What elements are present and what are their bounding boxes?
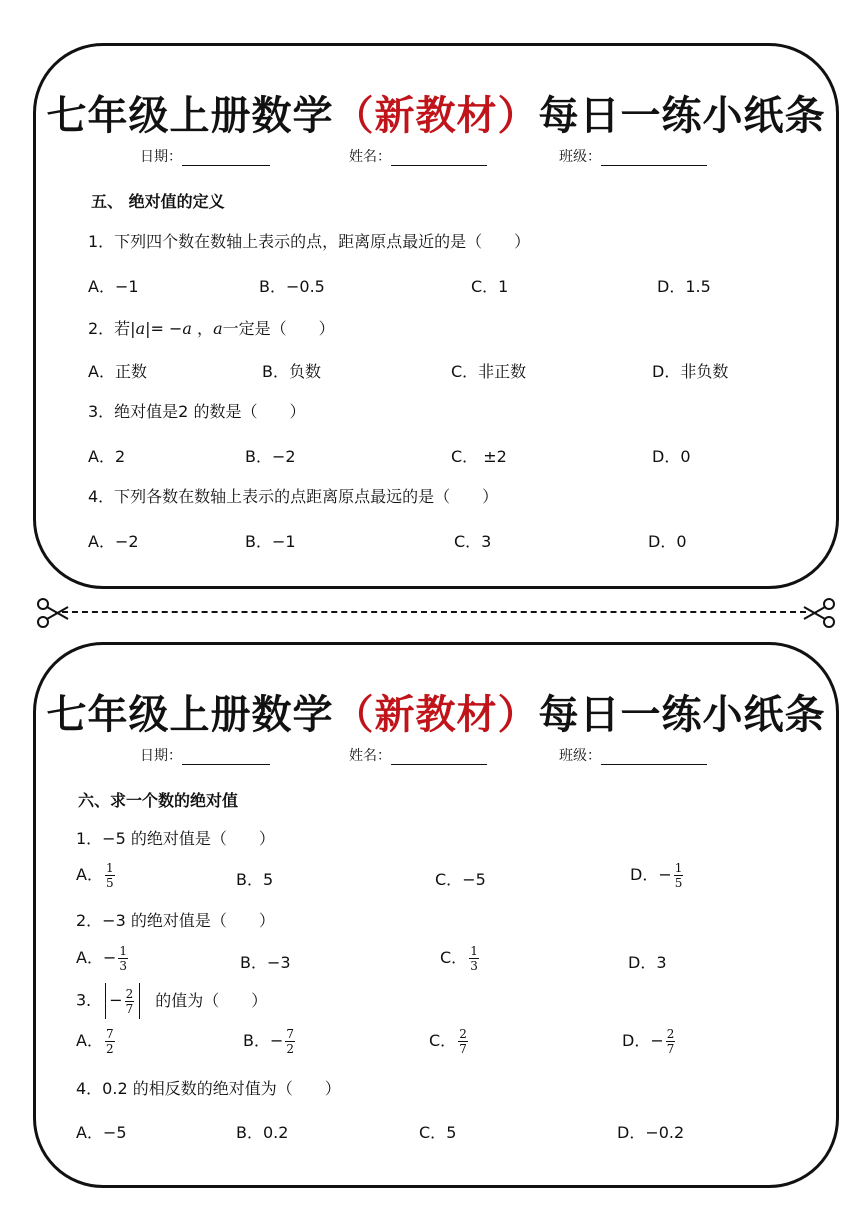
name-blank[interactable]	[391, 150, 487, 166]
option-a[interactable]: A．正数	[88, 362, 147, 381]
option-c[interactable]: C．3	[454, 532, 492, 551]
fraction: $\frac{1}{5}$	[674, 861, 683, 890]
option-a[interactable]: A． $\frac{7}{2}$	[76, 1027, 114, 1056]
option-c[interactable]: C．−5	[435, 870, 486, 889]
meta-row	[36, 146, 836, 168]
abs-bar-right	[139, 983, 140, 1019]
question-stem: 1．下列四个数在数轴上表示的点，距离原点最近的是（ ）	[88, 232, 531, 251]
question-stem: 2．−3 的绝对值是（ ）	[76, 911, 275, 930]
option-a[interactable]: A．−1	[88, 277, 139, 296]
option-d[interactable]: D．−0.2	[617, 1123, 685, 1142]
class-blank[interactable]	[601, 150, 707, 166]
date-field	[140, 146, 270, 166]
option-d[interactable]: D．0	[648, 532, 687, 551]
title-accent: （新教材）	[333, 92, 539, 139]
date-blank[interactable]	[182, 749, 270, 765]
option-b[interactable]: B．− $\frac{7}{2}$	[243, 1027, 295, 1056]
fraction: $\frac{2}{7}$	[666, 1027, 675, 1056]
option-b[interactable]: B．5	[236, 870, 274, 889]
option-b[interactable]: B．负数	[262, 362, 321, 381]
worksheet-card-2	[33, 642, 839, 1188]
option-d[interactable]: D．− $\frac{2}{7}$	[622, 1027, 675, 1056]
title-suffix: 每日一练小纸条	[538, 92, 826, 139]
abs-bar-left	[105, 983, 106, 1019]
option-b[interactable]: B．−3	[240, 953, 291, 972]
class-blank[interactable]	[601, 749, 707, 765]
fraction: $\frac{1}{5}$	[105, 861, 114, 890]
option-a[interactable]: A．2	[88, 447, 126, 466]
option-b[interactable]: B．−0.5	[259, 277, 325, 296]
name-field	[349, 146, 487, 166]
option-a[interactable]: A． $\frac{1}{5}$	[76, 861, 114, 890]
date-label: 日期：	[140, 748, 182, 764]
title-prefix: 七年级上册数学	[46, 691, 334, 738]
card-title	[36, 683, 836, 740]
question-stem: 3．绝对值是2 的数是（ ）	[88, 402, 306, 421]
option-d[interactable]: D．非负数	[652, 362, 729, 381]
question-stem: 4．0.2 的相反数的绝对值为（ ）	[76, 1079, 341, 1098]
option-c[interactable]: C． $\frac{1}{3}$	[440, 944, 478, 973]
option-c[interactable]: C．5	[419, 1123, 457, 1142]
title-suffix: 每日一练小纸条	[538, 691, 826, 738]
fraction: $\frac{2}{7}$	[459, 1027, 467, 1056]
option-a[interactable]: A．− $\frac{1}{3}$	[76, 944, 127, 973]
option-d[interactable]: D．− $\frac{1}{5}$	[630, 861, 683, 890]
option-d[interactable]: D．1.5	[657, 277, 711, 296]
fraction: $\frac{1}{3}$	[119, 944, 127, 973]
date-blank[interactable]	[182, 150, 270, 166]
worksheet-card-1	[33, 43, 839, 589]
option-a[interactable]: A．−5	[76, 1123, 127, 1142]
scissors-icon	[802, 597, 836, 629]
name-field	[349, 745, 487, 765]
option-c[interactable]: C． $\frac{2}{7}$	[429, 1027, 467, 1056]
name-blank[interactable]	[391, 749, 487, 765]
meta-row	[36, 745, 836, 767]
fraction: $\frac{7}{2}$	[286, 1027, 295, 1056]
option-a[interactable]: A．−2	[88, 532, 139, 551]
fraction: $\frac{7}{2}$	[105, 1027, 114, 1056]
cut-line	[62, 611, 806, 613]
name-label: 姓名：	[349, 748, 391, 764]
title-prefix: 七年级上册数学	[46, 92, 334, 139]
option-c[interactable]: C． ±2	[451, 447, 507, 466]
title-accent: （新教材）	[333, 691, 539, 738]
section-title: 六、求一个数的绝对值	[78, 791, 239, 810]
section-title: 五、 绝对值的定义	[91, 192, 225, 211]
scissors-icon	[36, 597, 70, 629]
option-b[interactable]: B．0.2	[236, 1123, 289, 1142]
card-title	[36, 84, 836, 141]
question-stem: 2．若|a|= −a ，a一定是（ ）	[88, 319, 335, 338]
question-stem: 3． − $\frac{2}{7}$ 的值为（ ）	[76, 983, 267, 1019]
class-label: 班级：	[559, 149, 601, 165]
name-label: 姓名：	[349, 149, 391, 165]
date-field	[140, 745, 270, 765]
fraction: $\frac{1}{3}$	[470, 944, 478, 973]
fraction: $\frac{2}{7}$	[125, 986, 134, 1016]
option-c[interactable]: C．非正数	[451, 362, 527, 381]
option-b[interactable]: B．−1	[245, 532, 296, 551]
option-d[interactable]: D．3	[628, 953, 667, 972]
question-stem: 4．下列各数在数轴上表示的点距离原点最远的是（ ）	[88, 487, 499, 506]
option-b[interactable]: B．−2	[245, 447, 296, 466]
class-field	[559, 146, 707, 166]
date-label: 日期：	[140, 149, 182, 165]
option-c[interactable]: C．1	[471, 277, 509, 296]
question-stem: 1．−5 的绝对值是（ ）	[76, 829, 275, 848]
class-field	[559, 745, 707, 765]
class-label: 班级：	[559, 748, 601, 764]
option-d[interactable]: D．0	[652, 447, 691, 466]
